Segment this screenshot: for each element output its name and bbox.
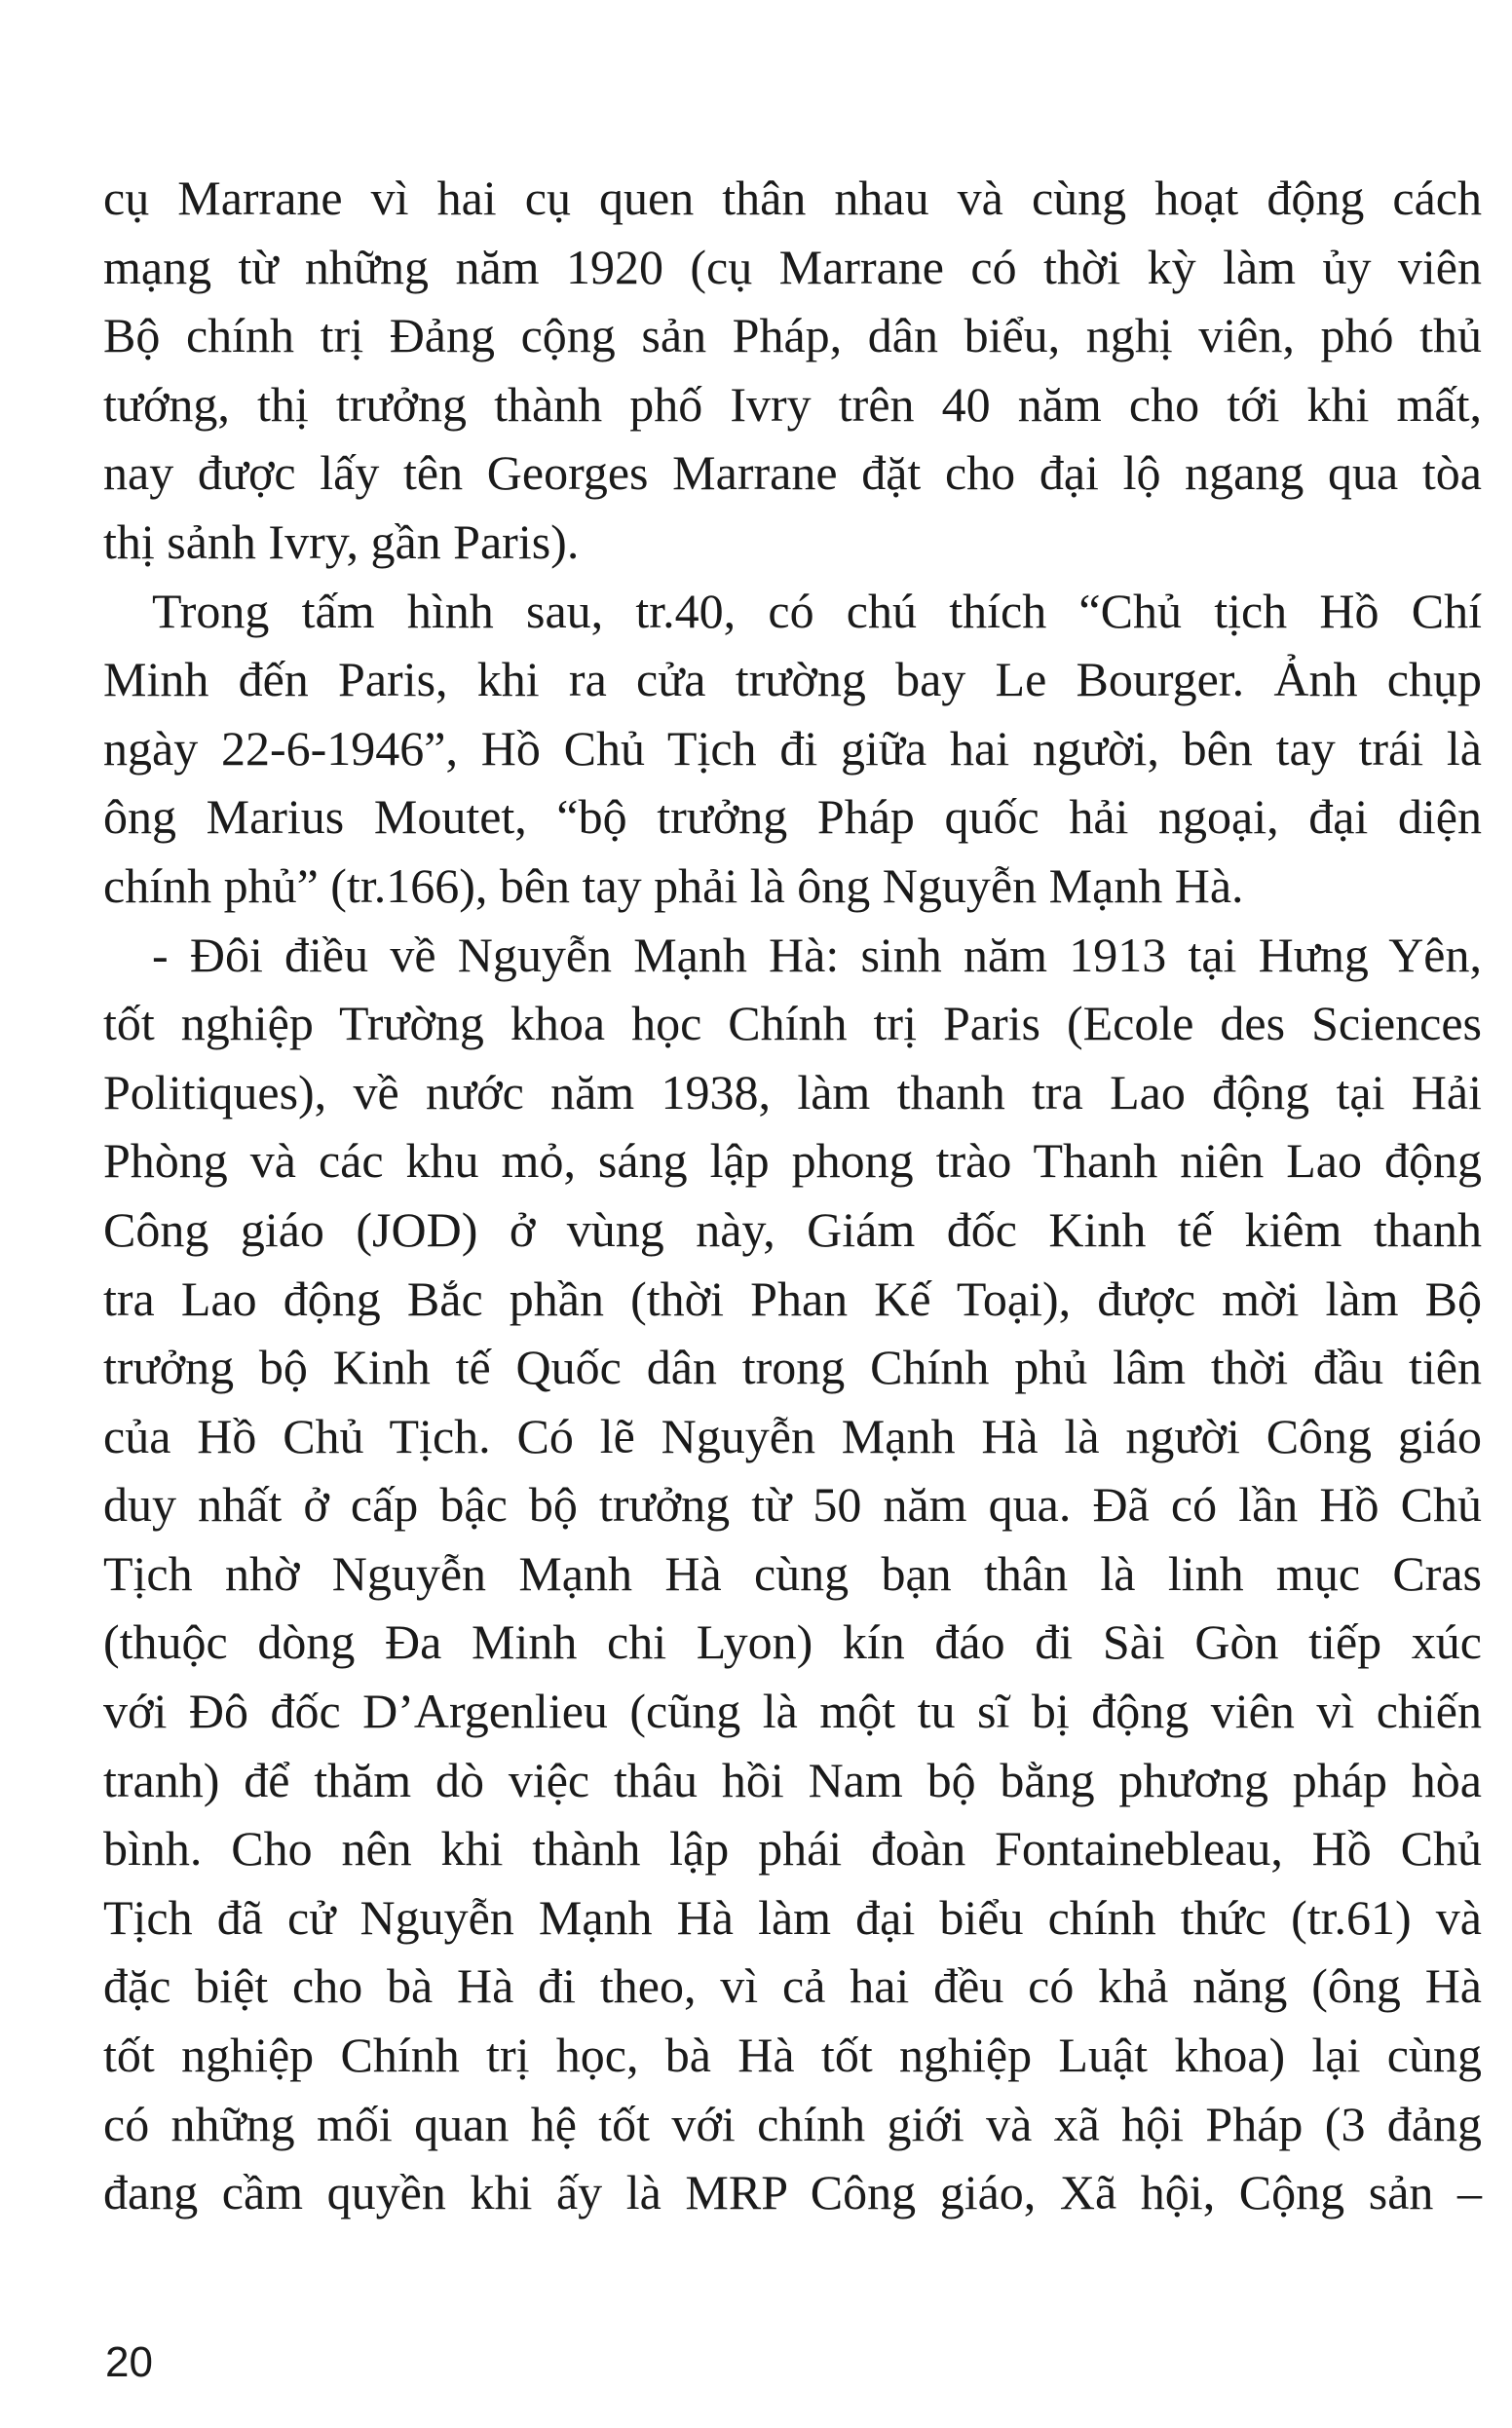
body-text	[103, 164, 1482, 2227]
text-line: Politiques), về nước năm 1938, làm thanh tra Lao động tại Hải	[103, 1064, 1482, 1119]
text-line: chính phủ” (tr.166), bên tay phải là ông Nguyễn Mạnh Hà.	[103, 857, 1244, 913]
text-line: Công giáo (JOD) ở vùng này, Giám đốc Kinh tế kiêm thanh	[103, 1201, 1482, 1257]
page-number: 20	[105, 2338, 153, 2386]
text-line: cụ Marrane vì hai cụ quen thân nhau và cùng hoạt động cách	[103, 171, 1482, 225]
text-line: Bộ chính trị Đảng cộng sản Pháp, dân biểu, nghị viên, phó thủ	[103, 308, 1482, 363]
text-line: - Đôi điều về Nguyễn Mạnh Hà: sinh năm 1913 tại Hưng Yên,	[152, 927, 1482, 982]
text-line: Minh đến Paris, khi ra cửa trường bay Le Bourger. Ảnh chụp	[103, 652, 1482, 707]
text-line: đặc biệt cho bà Hà đi theo, vì cả hai đều có khả năng (ông Hà	[103, 1958, 1482, 2014]
text-line: thị sảnh Ivry, gần Paris).	[103, 513, 580, 569]
text-line: tốt nghiệp Chính trị học, bà Hà tốt nghiệp Luật khoa) lại cùng	[103, 2028, 1482, 2083]
text-line: của Hồ Chủ Tịch. Có lẽ Nguyễn Mạnh Hà là người Công giáo	[103, 1408, 1482, 1463]
text-line: đang cầm quyền khi ấy là MRP Công giáo, Xã hội, Cộng sản –	[103, 2165, 1482, 2220]
text-line: trưởng bộ Kinh tế Quốc dân trong Chính phủ lâm thời đầu tiên	[103, 1340, 1482, 1395]
text-line: bình. Cho nên khi thành lập phái đoàn Fontainebleau, Hồ Chủ	[103, 1821, 1482, 1877]
text-line: có những mối quan hệ tốt với chính giới và xã hội Pháp (3 đảng	[103, 2096, 1482, 2151]
text-line: ông Marius Moutet, “bộ trưởng Pháp quốc hải ngoại, đại diện	[103, 789, 1482, 845]
text-line: nay được lấy tên Georges Marrane đặt cho đại lộ ngang qua tòa	[103, 445, 1482, 501]
text-line: (thuộc dòng Đa Minh chi Lyon) kín đáo đi Sài Gòn tiếp xúc	[103, 1614, 1482, 1670]
text-line: tướng, thị trưởng thành phố Ivry trên 40 năm cho tới khi mất,	[103, 376, 1482, 432]
text-line: Trong tấm hình sau, tr.40, có chú thích “Chủ tịch Hồ Chí	[152, 583, 1482, 638]
text-line: duy nhất ở cấp bậc bộ trưởng từ 50 năm qua. Đã có lần Hồ Chủ	[103, 1477, 1482, 1533]
text-line: Tịch đã cử Nguyễn Mạnh Hà làm đại biểu chính thức (tr.61) và	[103, 1889, 1482, 1945]
text-line: tốt nghiệp Trường khoa học Chính trị Paris (Ecole des Sciences	[103, 996, 1482, 1051]
text-line: tra Lao động Bắc phần (thời Phan Kế Toại), được mời làm Bộ	[103, 1271, 1482, 1326]
text-line: tranh) để thăm dò việc thâu hồi Nam bộ bằng phương pháp hòa	[103, 1752, 1482, 1807]
text-line: mạng từ những năm 1920 (cụ Marrane có thời kỳ làm ủy viên	[103, 239, 1482, 294]
text-line: Phòng và các khu mỏ, sáng lập phong trào Thanh niên Lao động	[103, 1133, 1482, 1189]
text-line: ngày 22-6-1946”, Hồ Chủ Tịch đi giữa hai người, bên tay trái là	[103, 720, 1482, 776]
text-line: Tịch nhờ Nguyễn Mạnh Hà cùng bạn thân là linh mục Cras	[103, 1545, 1482, 1601]
text-line: với Đô đốc D’Argenlieu (cũng là một tu sĩ bị động viên vì chiến	[103, 1684, 1482, 1739]
